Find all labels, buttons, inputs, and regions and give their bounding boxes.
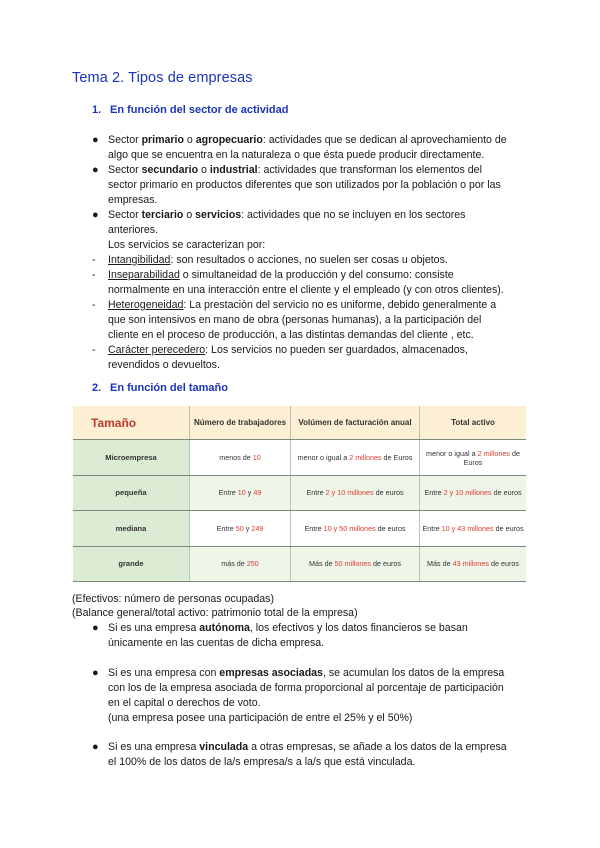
text: (una empresa posee una participación de entre el 25% y el 50%)	[108, 712, 413, 724]
text: que son intensivos en mano de obra (personas humanas), a la participación del	[108, 314, 482, 326]
bold-term: secundario	[141, 164, 199, 176]
list-item-secundario	[92, 163, 532, 208]
text: cliente en el proceso de producción, a las distintas demandas del cliente , etc.	[108, 329, 474, 341]
text: : actividades que transforman los elementos del	[257, 164, 482, 176]
text: Los servicios se caracterizan por:	[108, 239, 266, 251]
dash-item-intangibilidad	[92, 253, 532, 268]
text: el 100% de los datos de la/s empresa/s a la/s que está vinculada.	[108, 756, 416, 768]
header-cell-trabajadores: Número de trabajadores	[190, 406, 291, 440]
table-cell: menor o igual a 2 millones de Euros	[291, 440, 420, 475]
section-heading-tamano	[92, 382, 228, 394]
header-cell-activo: Total activo	[420, 406, 527, 440]
text: o	[183, 209, 196, 221]
bold-term: vinculada	[199, 741, 249, 753]
text: o	[198, 164, 210, 176]
table-row	[73, 511, 526, 546]
row-label: Microempresa	[73, 440, 190, 475]
text: : actividades que se dedican al aprovechamiento de	[262, 134, 507, 146]
text: sector primario en productos diferentes que son utilizados por la población o por las	[108, 179, 501, 191]
table-cell: Más de 50 millones de euros	[291, 546, 420, 581]
table-row	[73, 475, 526, 510]
list-item-autonoma	[92, 621, 532, 651]
text: revendidos o devueltos.	[108, 359, 220, 371]
underlined-term: Intangibilidad	[108, 254, 171, 266]
row-label: mediana	[73, 511, 190, 546]
text: Si es una empresa	[108, 741, 200, 753]
page-title: Tema 2. Tipos de empresas	[72, 70, 253, 86]
table-cell: menos de 10	[190, 440, 291, 475]
text: con los de la empresa asociada de forma proporcional al porcentaje de participación	[108, 682, 504, 694]
table-row	[73, 546, 526, 581]
table-cell: Entre 10 y 43 millones de euros	[420, 511, 527, 546]
bold-term: agropecuario	[195, 134, 263, 146]
text: Sector	[108, 164, 142, 176]
dash-icon: -	[92, 344, 96, 356]
row-label: grande	[73, 546, 190, 581]
text: Si es una empresa	[108, 622, 200, 634]
list-item-asociadas	[92, 666, 532, 726]
bold-term: industrial	[209, 164, 258, 176]
text: : son resultados o acciones, no suelen ser cosas u objetos.	[170, 254, 448, 266]
text: algo que se encuentra en la naturaleza o que ésta puede producir directamente.	[108, 149, 485, 161]
bold-term: empresas asociadas	[219, 667, 323, 679]
underlined-term: Inseparabilidad	[108, 269, 180, 281]
text: : Los servicios no pueden ser guardados, almacenados,	[205, 344, 468, 356]
dash-item-inseparabilidad	[92, 268, 532, 298]
text: en el capital o derechos de voto.	[108, 697, 261, 709]
bullet-icon: ●	[92, 741, 99, 753]
bold-term: autónoma	[199, 622, 250, 634]
bullet-icon: ●	[92, 164, 99, 176]
text: Sector	[108, 134, 142, 146]
bold-term: servicios	[195, 209, 242, 221]
bold-term: terciario	[141, 209, 184, 221]
text: o simultaneidad de la producción y del consumo: consiste	[179, 269, 454, 281]
bullet-icon: ●	[92, 622, 99, 634]
section-heading-sector	[92, 104, 288, 116]
header-cell-tamano: Tamaño	[73, 406, 190, 440]
table-cell: Entre 10 y 49	[190, 475, 291, 510]
table-header-row	[73, 406, 526, 440]
dash-item-perecedero	[92, 343, 532, 373]
section-label: En función del tamaño	[110, 382, 228, 394]
text: : La prestación del servicio no es uniforme, debido generalmente a	[183, 299, 497, 311]
table-cell: Entre 10 y 50 millones de euros	[291, 511, 420, 546]
list-item-primario	[92, 133, 532, 163]
table-cell: Entre 50 y 249	[190, 511, 291, 546]
header-cell-facturacion: Volúmen de facturación anual	[291, 406, 420, 440]
text: Si es una empresa con	[108, 667, 220, 679]
underlined-term: Heterogeneidad	[108, 299, 184, 311]
text: anteriores.	[108, 224, 159, 236]
section-number: 2.	[92, 382, 102, 394]
bold-term: primario	[141, 134, 184, 146]
dash-icon: -	[92, 299, 96, 311]
size-table	[73, 406, 526, 582]
list-item-terciario	[92, 208, 532, 253]
underlined-term: Carácter perecedero	[108, 344, 206, 356]
bullet-icon: ●	[92, 209, 99, 221]
table-cell: Entre 2 y 10 millones de euros	[291, 475, 420, 510]
text: : actividades que no se incluyen en los sectores	[241, 209, 466, 221]
dash-icon: -	[92, 254, 96, 266]
bullet-icon: ●	[92, 667, 99, 679]
table-row	[73, 440, 526, 475]
text: a otras empresas, se añade a los datos de la empresa	[248, 741, 507, 753]
text: , se acumulan los datos de la empresa	[322, 667, 505, 679]
section-number: 1.	[92, 104, 102, 116]
row-label: pequeña	[73, 475, 190, 510]
text: normalmente en una interacción entre el cliente y el empleado (y con otros clientes).	[108, 284, 504, 296]
table-cell: más de 250	[190, 546, 291, 581]
text: empresas.	[108, 194, 158, 206]
list-item-vinculada	[92, 740, 532, 770]
dash-icon: -	[92, 269, 96, 281]
text: , los efectivos y los datos financieros se basan	[249, 622, 468, 634]
section-label: En función del sector de actividad	[110, 104, 289, 116]
table-cell: Más de 43 millones de euros	[420, 546, 527, 581]
note-balance: (Balance general/total activo: patrimonio total de la empresa)	[72, 607, 358, 619]
table-cell: Entre 2 y 10 millones de euros	[420, 475, 527, 510]
note-efectivos: (Efectivos: número de personas ocupadas)	[72, 593, 274, 605]
bullet-icon: ●	[92, 134, 99, 146]
text: o	[183, 134, 196, 146]
dash-item-heterogeneidad	[92, 298, 532, 343]
text: Sector	[108, 209, 142, 221]
table-cell: menor o igual a 2 millones de Euros	[420, 440, 527, 475]
text: únicamente en las cuentas de dicha empresa.	[108, 637, 325, 649]
